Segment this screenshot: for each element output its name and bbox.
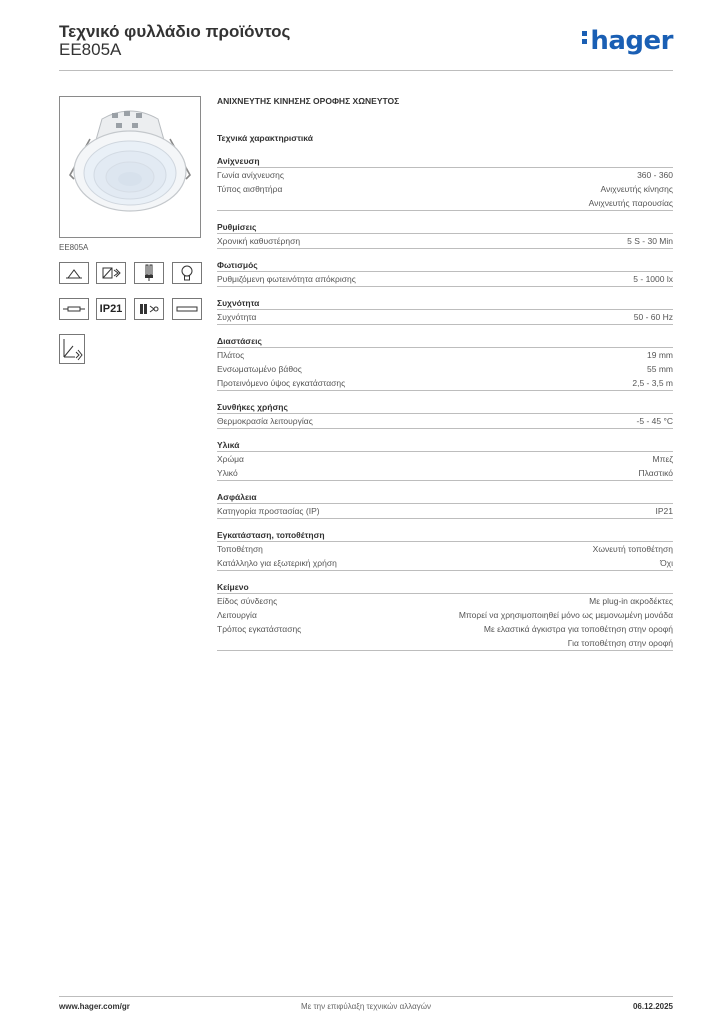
spec-section — [217, 439, 673, 481]
section-title: Ρυθμίσεις — [217, 221, 673, 234]
spec-sections — [217, 155, 673, 651]
spec-value — [637, 414, 673, 428]
spec-label: Γωνία ανίχνευσης — [217, 170, 285, 180]
spec-row — [217, 310, 673, 325]
spec-row — [217, 182, 673, 211]
presence-detection-icon — [59, 334, 85, 364]
product-title: ΑΝΙΧΝΕΥΤΗΣ ΚΙΝΗΣΗΣ ΟΡΟΦΗΣ ΧΩΝΕΥΤΟΣ — [217, 96, 400, 106]
spec-section — [217, 491, 673, 519]
spec-value — [627, 234, 673, 248]
tech-specs-title: Τεχνικά χαρακτηριστικά — [217, 133, 313, 143]
spec-section — [217, 335, 673, 391]
footer-notice: Με την επιφύλαξη τεχνικών αλλαγών — [301, 1002, 431, 1011]
spec-value-line: Ανιχνευτής κίνησης — [600, 184, 673, 194]
spec-label: Ενσωματωμένο βάθος — [217, 364, 302, 374]
product-code: EE805A — [59, 40, 122, 59]
logo-text: hager — [590, 26, 673, 56]
spec-value-line: Όχι — [660, 558, 673, 568]
spec-value — [647, 362, 673, 376]
spec-value-line: IP21 — [655, 506, 673, 516]
spec-content — [217, 96, 673, 651]
spec-value-line: Με plug-in ακροδέκτες — [589, 596, 673, 606]
wire-icon — [59, 298, 89, 320]
spec-label: Κατάλληλο για εξωτερική χρήση — [217, 558, 337, 568]
spec-value — [638, 466, 673, 480]
ceiling-mount-icon — [59, 262, 89, 284]
spec-row — [217, 234, 673, 249]
spec-value — [637, 168, 673, 182]
page-footer — [59, 996, 673, 1015]
detector-illustration — [60, 97, 200, 237]
spec-value — [589, 182, 673, 210]
spec-label: Συχνότητα — [217, 312, 257, 322]
section-title: Εγκατάσταση, τοποθέτηση — [217, 529, 673, 542]
document-date: 06.12.2025 — [632, 1002, 673, 1011]
spec-section — [217, 259, 673, 287]
spec-value-line: 50 - 60 Hz — [633, 312, 673, 322]
spec-value-line: Πλαστικό — [638, 468, 673, 478]
spec-row — [217, 414, 673, 429]
spec-row — [217, 466, 673, 481]
ip-rating-label: IP21 — [99, 303, 123, 315]
spec-value-line: -5 - 45 °C — [636, 416, 673, 426]
spec-label: Πλάτος — [217, 350, 245, 360]
spec-label: Χρώμα — [217, 454, 244, 464]
spec-value-line: Μπεζ — [652, 454, 673, 464]
spec-row — [217, 168, 673, 182]
spec-label: Τοποθέτηση — [217, 544, 263, 554]
spec-value — [656, 504, 674, 518]
bulb-icon — [172, 262, 202, 284]
spec-label: Θερμοκρασία λειτουργίας — [217, 416, 313, 426]
spec-row — [217, 362, 673, 376]
spec-value-line: Μπορεί να χρησιμοποιηθεί μόνο ως μεμονωμένη μονάδα — [458, 610, 673, 620]
spec-row — [217, 376, 673, 391]
spec-value-line: 19 mm — [647, 350, 673, 360]
spec-value-line: 5 - 1000 lx — [633, 274, 673, 284]
spec-label: Τρόπος εγκατάστασης — [217, 624, 302, 634]
fluorescent-lamp-icon — [134, 262, 164, 284]
section-title: Υλικά — [217, 439, 673, 452]
website-link[interactable]: www.hager.com/gr — [59, 1002, 130, 1011]
motion-detector-icon — [96, 262, 126, 284]
spec-label: Προτεινόμενο ύψος εγκατάστασης — [217, 378, 346, 388]
spec-value-line: 360 - 360 — [637, 170, 673, 180]
spec-value-line: Ανιχνευτής παρουσίας — [588, 198, 673, 208]
spec-value — [660, 556, 673, 570]
spec-value-line: Με ελαστικά άγκιστρα για τοποθέτηση στην οροφή — [483, 624, 673, 634]
spec-value — [593, 542, 673, 556]
spec-value-line: 55 mm — [647, 364, 673, 374]
hager-logo[interactable] — [582, 26, 673, 56]
spec-label: Λειτουργία — [217, 610, 257, 620]
spec-label: Υλικό — [217, 468, 238, 478]
spec-label: Είδος σύνδεσης — [217, 596, 278, 606]
product-image — [59, 96, 201, 238]
spec-value — [634, 310, 673, 324]
spec-row — [217, 542, 673, 556]
section-title: Διαστάσεις — [217, 335, 673, 348]
spec-value — [647, 348, 673, 362]
spec-row — [217, 504, 673, 519]
spec-row — [217, 452, 673, 466]
spec-row — [217, 348, 673, 362]
ip21-icon — [96, 298, 126, 320]
spec-row — [217, 622, 673, 651]
spec-section — [217, 529, 673, 571]
spec-row — [217, 594, 673, 608]
spec-section — [217, 581, 673, 651]
page-header — [59, 18, 673, 71]
section-title: Συνθήκες χρήσης — [217, 401, 673, 414]
section-title: Ανίχνευση — [217, 155, 673, 168]
spec-value — [459, 608, 673, 622]
spec-value — [589, 594, 673, 608]
spec-section — [217, 155, 673, 211]
spec-row — [217, 608, 673, 622]
spec-value — [632, 376, 673, 390]
logo-dots-icon — [582, 28, 588, 47]
spec-label: Κατηγορία προστασίας (IP) — [217, 506, 320, 516]
spec-row — [217, 556, 673, 571]
image-caption: EE805A — [59, 243, 89, 252]
section-title: Συχνότητα — [217, 297, 673, 310]
spec-section — [217, 297, 673, 325]
document-title: Τεχνικό φυλλάδιο προϊόντος — [59, 22, 291, 41]
cable-icon — [172, 298, 202, 320]
spec-value — [633, 272, 673, 286]
spec-value-line: 5 S - 30 Min — [627, 236, 673, 246]
spec-label: Τύπος αισθητήρα — [217, 184, 283, 194]
section-title: Ασφάλεια — [217, 491, 673, 504]
spec-value-line: 2,5 - 3,5 m — [632, 378, 673, 388]
spec-section — [217, 221, 673, 249]
spec-value — [484, 622, 673, 650]
spec-label: Ρυθμιζόμενη φωτεινότητα απόκρισης — [217, 274, 356, 284]
section-title: Κείμενο — [217, 581, 673, 594]
spec-value — [653, 452, 673, 466]
spec-value-line: Για τοποθέτηση στην οροφή — [567, 638, 673, 648]
section-title: Φωτισμός — [217, 259, 673, 272]
spec-label: Χρονική καθυστέρηση — [217, 236, 301, 246]
spec-section — [217, 401, 673, 429]
spec-row — [217, 272, 673, 287]
plug-in-connector-icon — [134, 298, 164, 320]
spec-value-line: Χωνευτή τοποθέτηση — [592, 544, 673, 554]
